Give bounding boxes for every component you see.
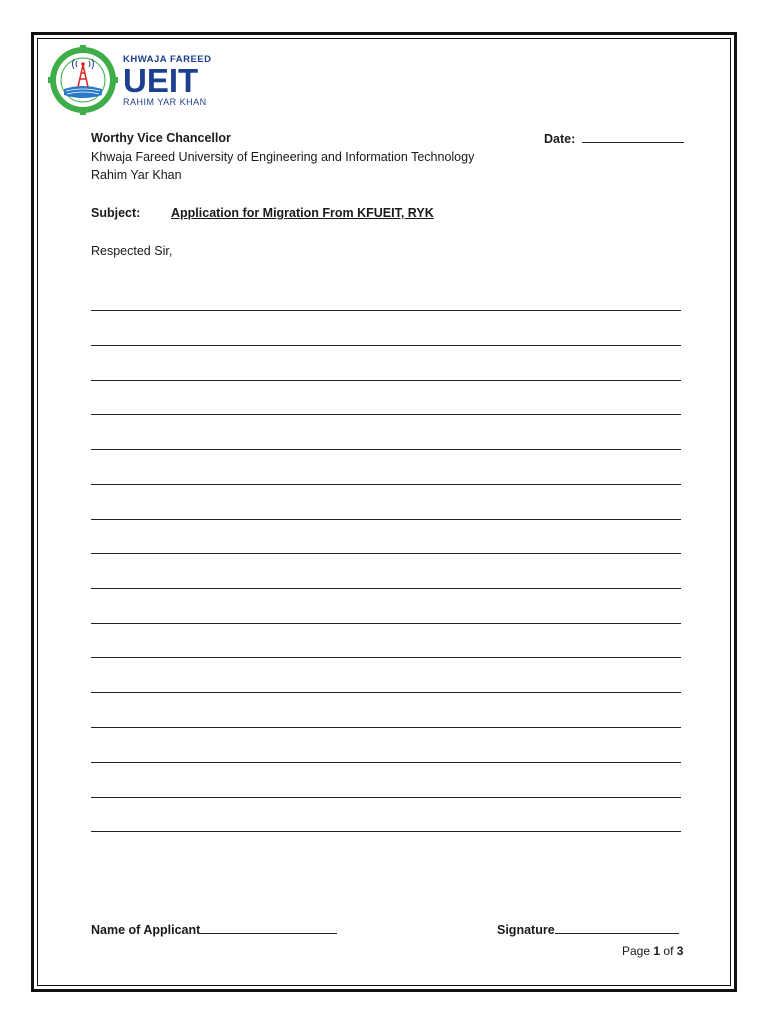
page-prefix: Page [622,944,651,958]
date-label: Date: [544,132,576,146]
page-number [622,944,683,959]
addressee-university: Khwaja Fareed University of Engineering and Information Technology [91,150,475,164]
name-blank[interactable] [200,922,337,934]
writing-line[interactable] [91,727,681,728]
signature-label: Signature [497,923,555,937]
writing-line[interactable] [91,380,681,381]
writing-line[interactable] [91,831,681,832]
page-total: 3 [676,944,684,958]
page-of: of [663,944,674,958]
logo-line1: KHWAJA FAREED [123,54,212,65]
writing-line[interactable] [91,553,681,554]
writing-line[interactable] [91,345,681,346]
applicant-name-field[interactable] [91,922,337,938]
addressee-title: Worthy Vice Chancellor [91,131,231,145]
writing-line[interactable] [91,519,681,520]
name-label: Name of Applicant [91,923,201,937]
date-blank[interactable] [582,131,684,143]
date-field[interactable] [544,131,684,147]
writing-line[interactable] [91,797,681,798]
writing-line[interactable] [91,588,681,589]
signature-field[interactable] [497,922,679,938]
writing-line[interactable] [91,692,681,693]
page-current: 1 [653,944,661,958]
salutation: Respected Sir, [91,244,173,258]
addressee-city: Rahim Yar Khan [91,168,182,182]
subject-label: Subject: [91,206,141,220]
writing-line[interactable] [91,310,681,311]
university-logo [48,45,218,121]
writing-line[interactable] [91,484,681,485]
writing-line[interactable] [91,623,681,624]
writing-line[interactable] [91,414,681,415]
logo-line3: RAHIM YAR KHAN [123,97,207,107]
writing-line[interactable] [91,657,681,658]
logo-line2: UEIT [123,62,199,99]
signature-blank[interactable] [555,922,679,934]
writing-line[interactable] [91,762,681,763]
writing-line[interactable] [91,449,681,450]
logo-emblem-icon [48,45,118,115]
subject-text: Application for Migration From KFUEIT, RYK [171,206,434,220]
